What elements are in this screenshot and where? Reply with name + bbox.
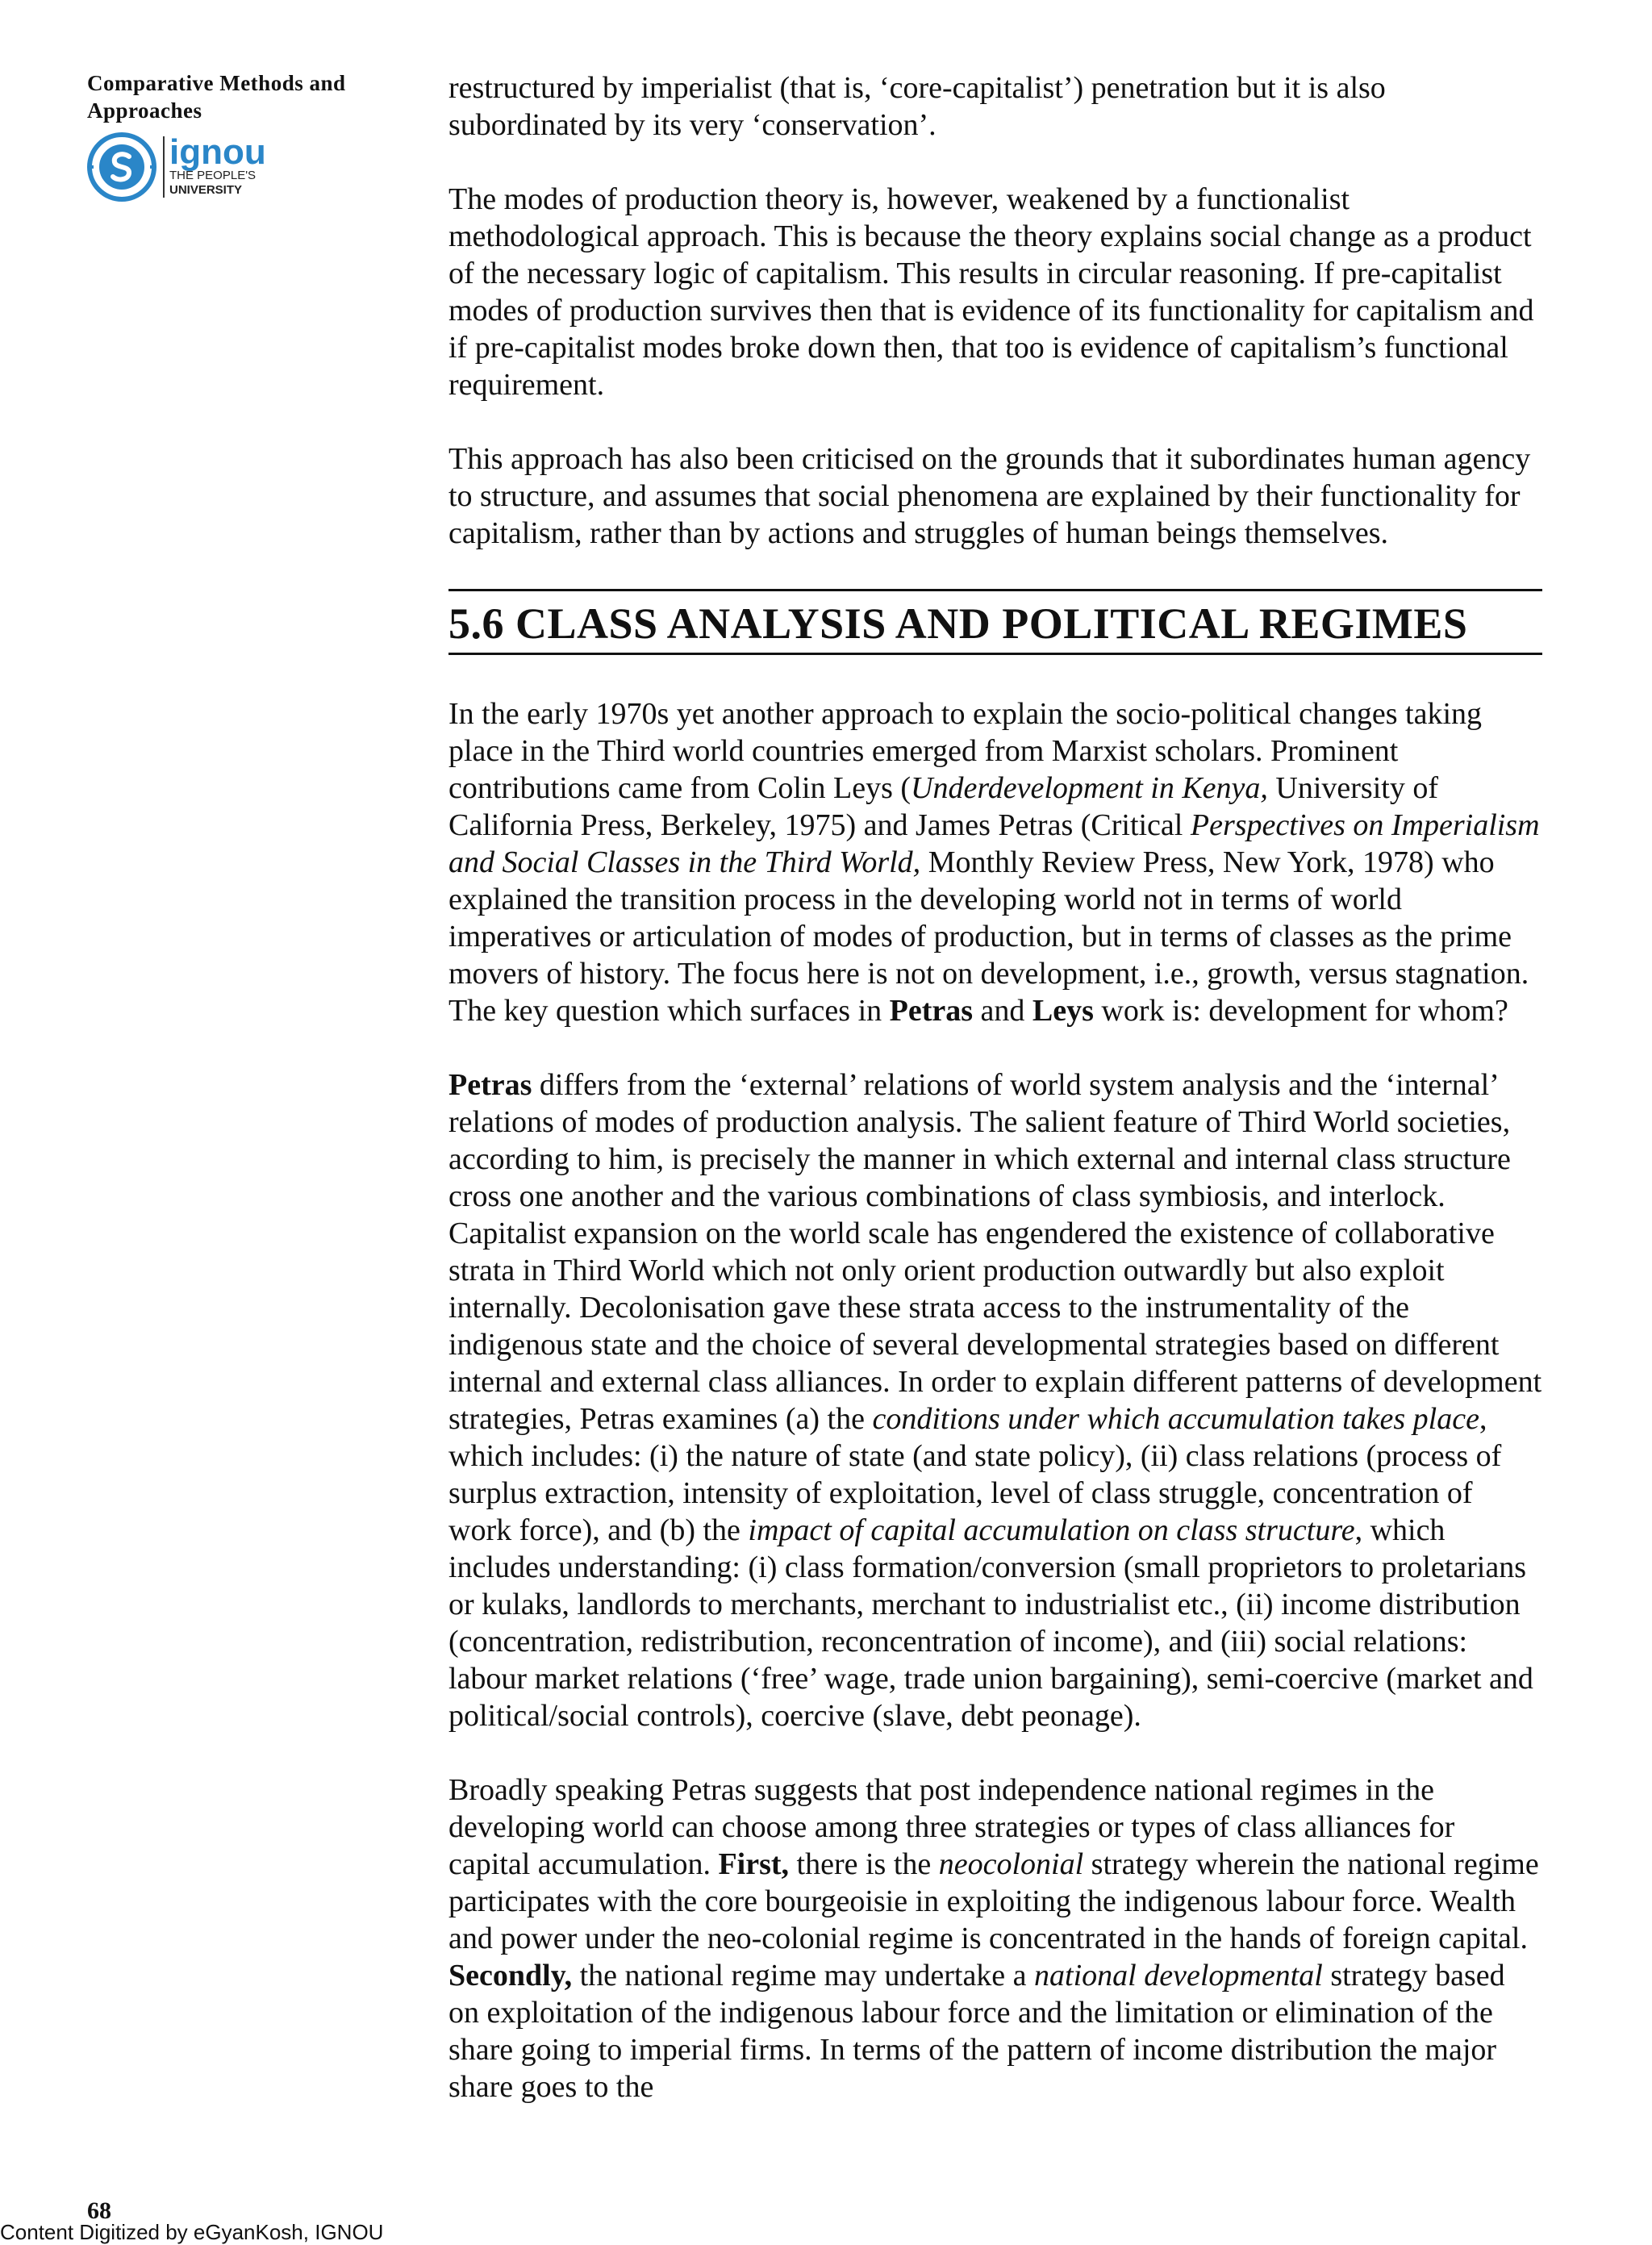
page-number: 68 <box>87 2197 111 2224</box>
logo-tagline-1: THE PEOPLE'S <box>169 169 257 182</box>
paragraph-6 <box>448 1771 1542 2105</box>
section-label-line2: Approaches <box>87 98 202 123</box>
p4-book-title-1: Underdevelopment in Kenya, <box>911 771 1268 805</box>
p5-italic-impact: impact of capital accumulation on class structure <box>748 1513 1355 1547</box>
p5-italic-conditions: conditions under which accumulation takes place <box>872 1402 1479 1436</box>
p6-italic-neocolonial: neocolonial <box>938 1847 1084 1881</box>
section-heading-block <box>448 589 1542 655</box>
p4-text-i: work is: development for whom? <box>1093 994 1508 1028</box>
p4-bold-petras: Petras <box>889 994 974 1028</box>
p5-text-f: , which includes understanding: (i) class formation/conversion (small proprietors to proletarians or kulaks, landlords to merchants, merchant to industrialist etc., (ii) income distribution (concentration, redistribution, reconcentration of income), and (iii) social relations: labour market relations (‘free’ wage, trade union bargaining), semi-coercive (market and political/social controls), coercive (slave, debt peonage). <box>448 1513 1533 1733</box>
p6-text-a: Broadly speaking Petras suggests that post independence national regimes in the developing world can choose among three strategies or types of class alliances for capital accumulation. <box>448 1773 1455 1881</box>
section-label-line1: Comparative Methods and <box>87 71 346 95</box>
p6-text-g: the national regime may undertake a <box>572 1959 1035 1993</box>
digitization-credit: Content Digitized by eGyanKosh, IGNOU <box>0 2220 384 2244</box>
p5-bold-petras: Petras <box>448 1068 532 1102</box>
p5-text-d: , which includes: (i) the nature of state (and state policy), (ii) class relations (process of surplus extraction, intensity of exploitation, level of class struggle, concentration of work force), and (b) the <box>448 1402 1502 1547</box>
paragraph-5 <box>448 1066 1542 1734</box>
p6-text-e: strategy wherein the national regime participates with the core bourgeoisie in exploiting the indigenous labour force. Wealth and power under the neo-colonial regime is concentrated in the hands of foreign capital. <box>448 1847 1539 1955</box>
p4-text-e: Monthly Review Press, New York, 1978) who explained the transition process in the developing world not in terms of world imperatives or articulation of modes of production, but in terms of classes as the prime movers of history. The focus here is not on development, i.e., growth, versus stagnation. The key question which surfaces in <box>448 845 1529 1028</box>
p6-bold-secondly: Secondly, <box>448 1959 573 1993</box>
p6-text-i: strategy based on exploitation of the indigenous labour force and the limitation or elimination of the share going to imperial firms. In terms of the pattern of income distribution the major share goes to the <box>448 1959 1505 2104</box>
p4-text-a: In the early 1970s yet another approach to explain the socio-political changes taking place in the Third world countries emerged from Marxist scholars. Prominent contributions came from Colin Leys ( <box>448 697 1483 805</box>
ignou-logo <box>87 132 394 202</box>
p4-bold-leys: Leys <box>1032 994 1094 1028</box>
logo-tagline-2: UNIVERSITY <box>169 183 243 197</box>
sidebar <box>87 69 394 202</box>
logo-name: ignou <box>169 132 266 172</box>
paragraph-3: This approach has also been criticised on the grounds that it subordinates human agency to structure, and assumes that social phenomena are explained by their functionality for capitalism, rather than by actions and struggles of human beings themselves. <box>448 442 1531 550</box>
ignou-logo-icon <box>87 132 156 202</box>
section-heading: 5.6 CLASS ANALYSIS AND POLITICAL REGIMES <box>448 599 1468 648</box>
p4-book-title-2: Perspectives on Imperialism and Social Classes in the Third World, <box>448 808 1540 879</box>
p4-text-c: University of California Press, Berkeley, 1975) and James Petras (Critical <box>448 771 1438 842</box>
p6-text-c: there is the <box>789 1847 939 1881</box>
p5-text-b: differs from the ‘external’ relations of world system analysis and the ‘internal’ relations of modes of production analysis. The salient feature of Third World societies, according to him, is precisely the manner in which external and internal class structure cross one another and the various combinations of class symbiosis, and interlock. Capitalist expansion on the world scale has engendered the existence of collaborative strata in Third World which not only orient production outwardly but also exploit internally. Decolonisation gave these strata access to the instrumentality of the indigenous state and the choice of several developmental strategies based on different internal and external class alliances. In order to explain different patterns of development strategies, Petras examines (a) the <box>448 1068 1542 1436</box>
paragraph-1: restructured by imperialist (that is, ‘core-capitalist’) penetration but it is also subordinated by its very ‘conservation’. <box>448 71 1386 142</box>
logo-text <box>163 132 266 198</box>
paragraph-2: The modes of production theory is, however, weakened by a functionalist methodological approach. This is because the theory explains social change as a product of the necessary logic of capitalism. This results in circular reasoning. If pre-capitalist modes of production survives then that is evidence of its functionality for capitalism and if pre-capitalist modes broke down then, that too is evidence of capitalism’s functional requirement. <box>448 182 1534 402</box>
p6-bold-first: First, <box>718 1847 790 1881</box>
paragraph-4 <box>448 695 1542 1029</box>
main-content <box>448 69 1542 2143</box>
p4-text-g: and <box>973 994 1032 1028</box>
p6-italic-national-developmental: national developmental <box>1034 1959 1323 1993</box>
